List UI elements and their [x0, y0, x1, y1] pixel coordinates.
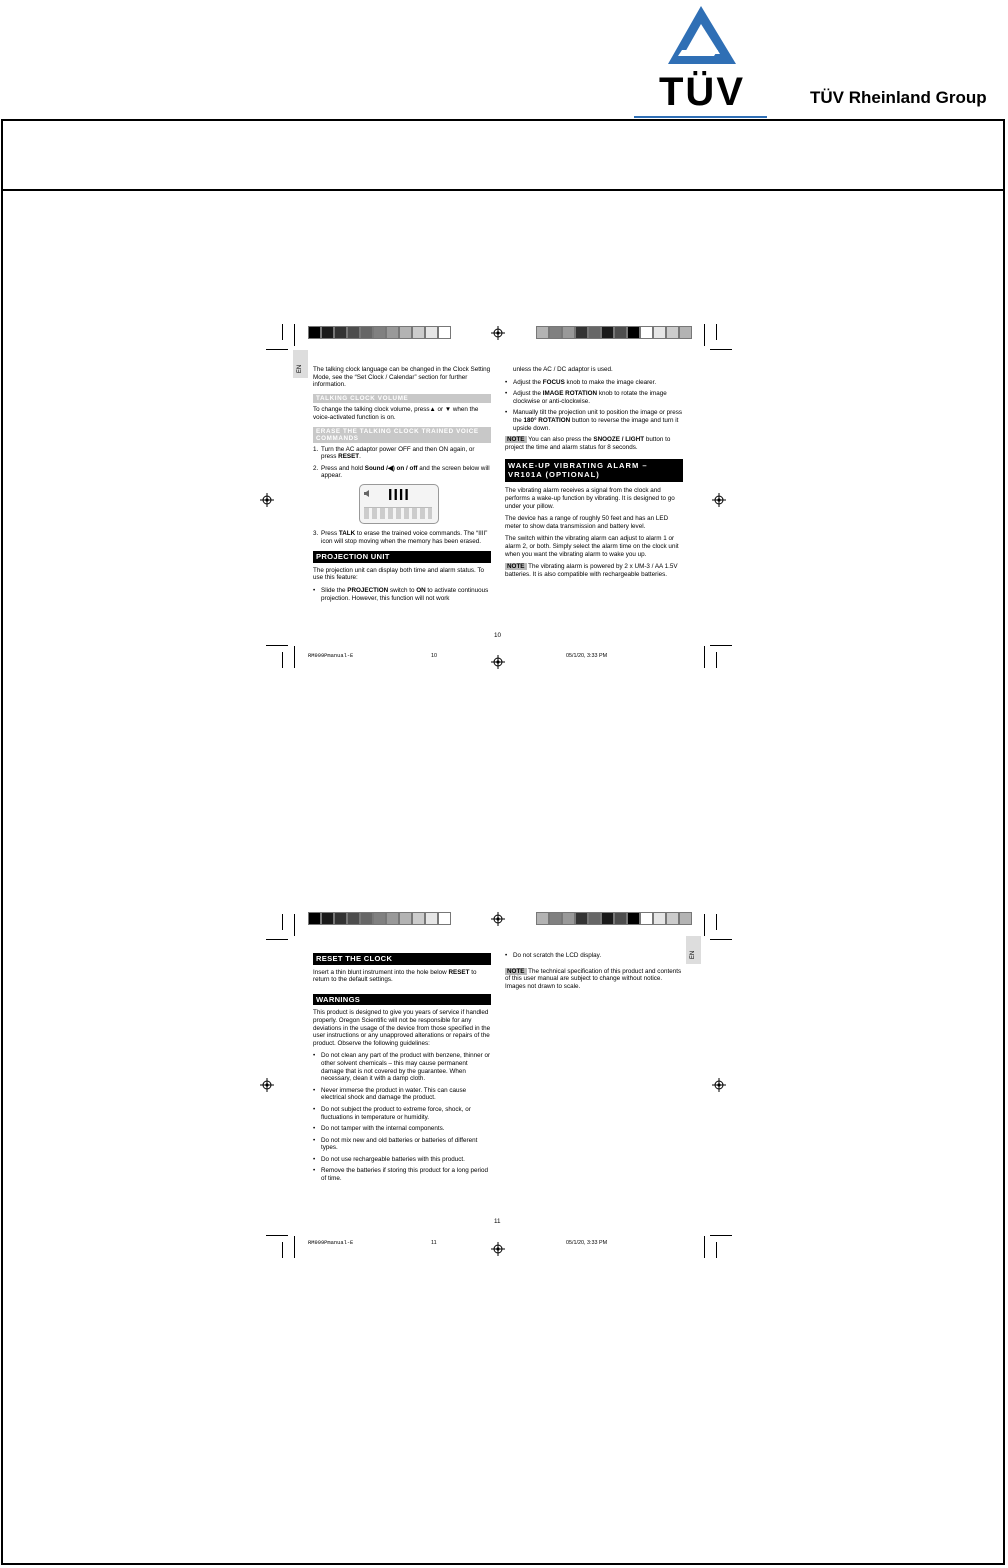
color-bar-left [308, 912, 451, 925]
left-column [313, 953, 491, 1187]
intro-paragraph: The talking clock language can be changed in the Clock Setting Mode, see the “Set Clock / Calendar” section for further information. [313, 366, 491, 389]
volume-paragraph: To change the talking clock volume, press▲ or ▼ when the voice-activated function is on. [313, 406, 479, 421]
projection-paragraph: The projection unit can display both time and alarm status. To use this feature: [313, 566, 485, 582]
language-tab: EN [293, 350, 308, 378]
warning-item: • Remove the batteries if storing this product for a long period of time. [313, 1167, 491, 1182]
registration-mark-icon [491, 326, 505, 340]
footer-timestamp: 05/1/20, 3:33 PM [566, 653, 608, 659]
footer-page: 10 [431, 653, 437, 659]
step-1: 1. Turn the AC adaptor power OFF and then ON again, or press RESET. [313, 445, 475, 461]
warning-item: • Never immerse the product in water. This can cause electrical shock and damage the product. [313, 1087, 491, 1102]
registration-mark-icon [712, 493, 726, 507]
wake-paragraph-2: The device has a range of roughly 50 feet and has an LED meter to show data transmission and battery level. [505, 515, 669, 530]
note-snooze: NOTE You can also press the SNOOZE / LIGHT button to project the time and alarm status for 8 seconds. [505, 436, 671, 451]
warnings-heading: WARNINGS [313, 994, 491, 1006]
left-column [313, 366, 491, 606]
tuv-logo-text: TÜV [659, 70, 745, 114]
warnings-intro: This product is designed to give you years of service if handled properly. Oregon Scientific will not be responsible for any deviations in the usage of the device from those specified in the user instructions or any unapproved alterations or repairs of the product. Observe the following guidelines: [313, 1009, 491, 1047]
registration-mark-icon [712, 1078, 726, 1092]
lcd-bars: IIII [388, 486, 410, 504]
lcd-segments [364, 507, 432, 519]
logo-underline [634, 116, 767, 118]
color-bar-right [536, 912, 692, 925]
reset-clock-heading: RESET THE CLOCK [313, 953, 491, 965]
wake-paragraph-3: The switch within the vibrating alarm can adjust to alarm 1 or alarm 2, or both. Simply select the alarm time on the clock unit when you want the vibrating alarm to wake you up. [505, 535, 679, 558]
group-name: TÜV Rheinland Group [810, 88, 987, 107]
step-2: 2. Press and hold Sound /◀) on / off and the screen below will appear. [313, 464, 490, 480]
note-specification: NOTE The technical specification of this product and contents of this user manual are subject to change without notice. Images not drawn to scale. [505, 967, 682, 990]
registration-mark-icon [491, 912, 505, 926]
registration-mark-icon [491, 655, 505, 669]
warning-item: • Do not use rechargeable batteries with this product. [313, 1156, 491, 1164]
bullet-image-rotation: • Adjust the IMAGE ROTATION knob to rotate the image clockwise or anti-clockwise. [505, 390, 683, 405]
header-divider [1, 189, 1005, 191]
wake-up-alarm-heading: WAKE-UP VIBRATING ALARM – VR101A (OPTIONAL) [505, 459, 683, 482]
bullet-focus: • Adjust the FOCUS knob to make the image clearer. [505, 379, 683, 387]
footer-timestamp: 05/1/20, 3:33 PM [566, 1240, 608, 1246]
speaker-icon [364, 490, 372, 497]
bullet-slide-projection: • Slide the PROJECTION switch to ON to activate continuous projection. However, this function will not work [313, 587, 491, 602]
projection-unit-heading: PROJECTION UNIT [313, 551, 491, 563]
note-batteries: NOTE The vibrating alarm is powered by 2 x UM-3 / AA 1.5V batteries. It is also compatible with rechargeable batteries. [505, 563, 678, 578]
page-number: 11 [494, 1218, 501, 1225]
warning-item: • Do not clean any part of the product with benzene, thinner or other solvent chemicals – this may cause permanent damage that is not covered by the guarantee. When necessary, clean it with a damp cloth. [313, 1052, 491, 1082]
warning-item: • Do not tamper with the internal components. [313, 1125, 491, 1133]
warnings-list [313, 1052, 491, 1182]
bullet-tilt: • Manually tilt the projection unit to position the image or press the 180° ROTATION button to reverse the image and turn it upside down. [505, 409, 683, 432]
talking-clock-volume-heading: TALKING CLOCK VOLUME [313, 394, 491, 404]
wake-paragraph-1: The vibrating alarm receives a signal from the clock and performs a wake-up function by vibrating. It is designed to go under your pillow. [505, 487, 675, 510]
step-3: 3. Press TALK to erase the trained voice commands. The “IIII” icon will stop moving when the memory has been erased. [313, 529, 488, 545]
right-column [505, 952, 683, 995]
color-bar-right [536, 326, 692, 339]
footer-page: 11 [431, 1240, 437, 1246]
right-column [505, 366, 683, 583]
reset-paragraph: Insert a thin blunt instrument into the hole below RESET to return to the default settings. [313, 968, 477, 984]
footer-filename: RM999Pmanual-E [308, 1240, 354, 1246]
registration-mark-icon [260, 493, 274, 507]
warning-item: • Do not subject the product to extreme force, shock, or fluctuations in temperature or humidity. [313, 1106, 491, 1121]
page-number: 10 [494, 632, 502, 639]
manual-page-10 [262, 318, 738, 668]
registration-mark-icon [260, 1078, 274, 1092]
bullet-scratch: • Do not scratch the LCD display. [505, 952, 683, 960]
continued-text: unless the AC / DC adaptor is used. [513, 366, 613, 373]
registration-mark-icon [491, 1242, 505, 1256]
erase-commands-heading: ERASE THE TALKING CLOCK TRAINED VOICE COMMANDS [313, 427, 491, 443]
lcd-screen-illustration [359, 484, 439, 524]
footer-filename: RM999Pmanual-E [308, 653, 354, 659]
color-bar-left [308, 326, 451, 339]
language-tab: EN [686, 936, 701, 964]
warning-item: • Do not mix new and old batteries or batteries of different types. [313, 1137, 491, 1152]
manual-page-11 [262, 908, 738, 1258]
